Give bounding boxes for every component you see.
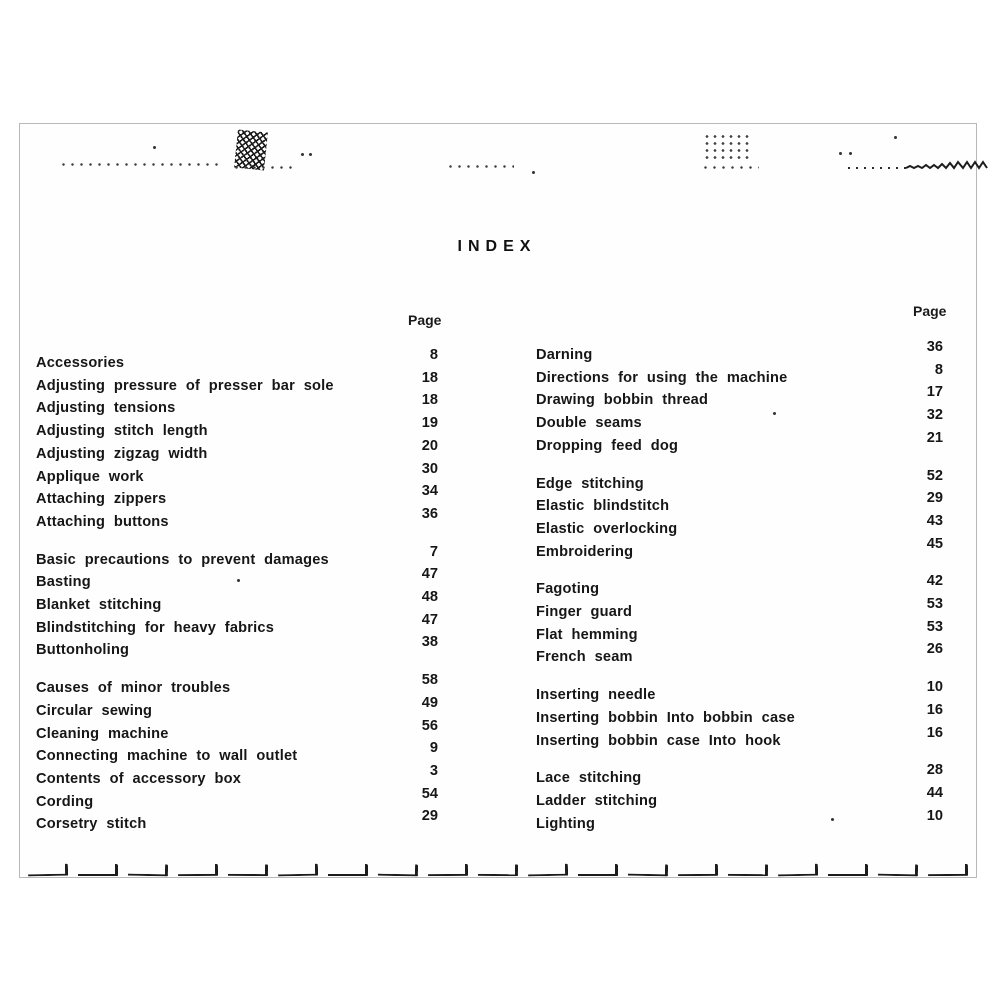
index-entry bbox=[36, 634, 438, 662]
index-entry bbox=[36, 762, 438, 791]
entry-label: Darning bbox=[536, 347, 593, 363]
binding-mark bbox=[378, 864, 418, 877]
scan-noise-speck bbox=[532, 171, 535, 174]
entry-label: Attaching buttons bbox=[36, 513, 169, 530]
page-column-header-left: Page bbox=[408, 312, 442, 328]
entry-page-number: 9 bbox=[429, 740, 438, 757]
entry-label: Finger guard bbox=[536, 604, 633, 621]
index-group bbox=[36, 543, 438, 663]
page-title: INDEX bbox=[457, 238, 537, 255]
entry-page-number: 18 bbox=[421, 369, 438, 386]
entry-page-number: 43 bbox=[926, 512, 943, 529]
index-entry bbox=[36, 808, 438, 836]
index-entry bbox=[36, 740, 438, 768]
entry-label: Inserting needle bbox=[536, 687, 656, 704]
index-entry bbox=[536, 407, 943, 435]
binding-marks-row bbox=[28, 862, 968, 876]
scanned-page bbox=[19, 123, 977, 878]
entry-label: Buttonholing bbox=[36, 642, 130, 659]
binding-mark bbox=[228, 864, 268, 876]
entry-label: Lace stitching bbox=[536, 770, 642, 787]
binding-mark bbox=[828, 864, 868, 876]
scan-noise-speck bbox=[153, 146, 156, 149]
index-group bbox=[536, 339, 943, 458]
index-column-right bbox=[536, 339, 943, 850]
index-group bbox=[536, 467, 943, 564]
index-entry bbox=[536, 807, 943, 836]
entry-label: Attaching zippers bbox=[36, 491, 167, 508]
entry-page-number: 21 bbox=[926, 429, 943, 446]
index-entry bbox=[36, 505, 438, 534]
index-entry bbox=[36, 460, 438, 489]
binding-mark bbox=[578, 864, 618, 876]
index-entry bbox=[36, 437, 438, 466]
entry-page-number: 49 bbox=[421, 694, 438, 711]
index-group bbox=[536, 573, 943, 669]
entry-label: Basting bbox=[36, 574, 91, 591]
entry-label: Circular sewing bbox=[36, 702, 153, 719]
index-entry bbox=[36, 566, 438, 594]
index-entry bbox=[536, 361, 943, 390]
entry-page-number: 10 bbox=[926, 807, 943, 824]
index-entry bbox=[536, 784, 943, 813]
scan-noise-dotted-line-left bbox=[59, 163, 221, 166]
entry-page-number: 42 bbox=[926, 573, 943, 590]
entry-page-number: 47 bbox=[421, 611, 438, 628]
entry-label: Adjusting stitch length bbox=[36, 423, 208, 440]
entry-page-number: 3 bbox=[429, 762, 438, 779]
binding-mark bbox=[428, 864, 468, 876]
binding-mark bbox=[678, 864, 718, 876]
scan-noise-speck bbox=[773, 412, 776, 415]
index-entry bbox=[536, 429, 943, 458]
index-entry bbox=[36, 694, 438, 723]
index-entry bbox=[536, 762, 943, 790]
entry-page-number: 29 bbox=[421, 808, 438, 825]
index-entry bbox=[36, 392, 438, 420]
binding-mark bbox=[878, 864, 918, 877]
entry-label: Double seams bbox=[536, 415, 642, 432]
scan-noise-speck bbox=[309, 153, 312, 156]
entry-label: Dropping feed dog bbox=[536, 437, 679, 454]
index-entry bbox=[536, 339, 943, 367]
entry-page-number: 36 bbox=[421, 505, 438, 522]
index-entry bbox=[36, 483, 438, 511]
entry-page-number: 56 bbox=[421, 717, 438, 734]
entry-page-number: 7 bbox=[429, 543, 438, 560]
entry-label: Adjusting pressure of presser bar sole bbox=[36, 377, 334, 394]
entry-label: Ladder stitching bbox=[536, 792, 658, 809]
entry-label: Inserting bobbin Into bobbin case bbox=[536, 709, 795, 726]
binding-mark bbox=[628, 864, 668, 877]
index-entry bbox=[536, 641, 943, 669]
entry-label: French seam bbox=[536, 649, 633, 666]
entry-label: Cleaning machine bbox=[36, 725, 169, 742]
scan-noise-dotted-line bbox=[701, 166, 759, 169]
binding-mark bbox=[78, 864, 118, 876]
entry-label: Blanket stitching bbox=[36, 597, 162, 614]
entry-page-number: 47 bbox=[421, 566, 438, 583]
entry-page-number: 54 bbox=[421, 785, 438, 802]
binding-mark bbox=[328, 864, 368, 876]
index-entry bbox=[536, 724, 943, 753]
index-entry bbox=[36, 785, 438, 814]
entry-page-number: 44 bbox=[926, 784, 943, 801]
entry-label: Drawing bobbin thread bbox=[536, 392, 709, 409]
entry-page-number: 17 bbox=[926, 384, 943, 401]
binding-mark bbox=[728, 864, 768, 876]
index-entry bbox=[36, 347, 438, 375]
index-entry bbox=[536, 618, 943, 647]
index-entry bbox=[536, 701, 943, 730]
entry-label: Corsetry stitch bbox=[36, 816, 147, 833]
index-group bbox=[36, 672, 438, 836]
page-column-header-right: Page bbox=[913, 303, 947, 319]
index-entry bbox=[536, 679, 943, 707]
binding-mark bbox=[28, 864, 68, 877]
entry-label: Applique work bbox=[36, 468, 144, 485]
index-column-left bbox=[36, 347, 438, 851]
entry-label: Blindstitching for heavy fabrics bbox=[36, 619, 275, 636]
entry-label: Flat hemming bbox=[536, 626, 638, 643]
entry-page-number: 52 bbox=[926, 467, 943, 484]
index-entry bbox=[36, 543, 438, 572]
scan-noise-speck bbox=[831, 818, 834, 821]
index-entry bbox=[36, 369, 438, 398]
entry-label: Fagoting bbox=[536, 581, 600, 598]
index-entry bbox=[36, 611, 438, 640]
entry-page-number: 53 bbox=[926, 596, 943, 613]
binding-mark bbox=[928, 864, 968, 876]
index-group bbox=[536, 679, 943, 752]
entry-page-number: 38 bbox=[421, 634, 438, 651]
scan-noise-dot-cluster bbox=[703, 133, 751, 163]
index-entry bbox=[36, 589, 438, 617]
scan-noise-speck bbox=[894, 136, 897, 139]
entry-page-number: 30 bbox=[421, 460, 438, 477]
binding-mark bbox=[778, 864, 818, 877]
entry-label: Cording bbox=[36, 793, 94, 810]
scan-noise-speck bbox=[839, 152, 842, 155]
entry-label: Causes of minor troubles bbox=[36, 680, 231, 697]
index-entry bbox=[536, 467, 943, 496]
index-entry bbox=[36, 717, 438, 746]
binding-mark bbox=[278, 864, 318, 877]
index-group bbox=[36, 347, 438, 534]
entry-page-number: 48 bbox=[421, 589, 438, 606]
entry-label: Contents of accessory box bbox=[36, 770, 242, 787]
scan-noise-squiggle bbox=[846, 156, 996, 174]
index-entry bbox=[536, 535, 943, 564]
index-entry bbox=[536, 490, 943, 518]
index-group bbox=[536, 762, 943, 835]
binding-mark bbox=[178, 864, 218, 876]
entry-label: Edge stitching bbox=[536, 475, 644, 492]
scan-noise-speck bbox=[237, 579, 240, 582]
index-entry bbox=[36, 672, 438, 700]
scan-noise-speck bbox=[301, 153, 304, 156]
entry-page-number: 28 bbox=[926, 762, 943, 779]
entry-page-number: 18 bbox=[421, 392, 438, 409]
index-entry bbox=[536, 512, 943, 541]
entry-page-number: 19 bbox=[421, 415, 438, 432]
entry-label: Connecting machine to wall outlet bbox=[36, 748, 298, 765]
entry-page-number: 29 bbox=[926, 490, 943, 507]
entry-label: Basic precautions to prevent damages bbox=[36, 551, 329, 568]
index-entry bbox=[36, 415, 438, 443]
entry-page-number: 8 bbox=[429, 347, 438, 363]
index-entry bbox=[536, 573, 943, 601]
entry-label: Elastic blindstitch bbox=[536, 498, 670, 515]
index-entry bbox=[536, 384, 943, 412]
scan-noise-dotted-line bbox=[232, 166, 294, 169]
entry-label: Adjusting zigzag width bbox=[36, 445, 208, 462]
entry-page-number: 45 bbox=[926, 535, 943, 552]
scan-noise-ink-smudge bbox=[234, 130, 268, 171]
index-entry bbox=[536, 596, 943, 624]
entry-label: Directions for using the machine bbox=[536, 369, 788, 386]
entry-page-number: 16 bbox=[926, 701, 943, 718]
entry-page-number: 32 bbox=[926, 407, 943, 424]
entry-page-number: 26 bbox=[926, 641, 943, 658]
entry-label: Embroidering bbox=[536, 543, 634, 560]
entry-page-number: 58 bbox=[421, 672, 438, 689]
entry-page-number: 16 bbox=[926, 724, 943, 741]
scan-noise-dotted-line-center bbox=[446, 165, 514, 168]
entry-label: Accessories bbox=[36, 355, 125, 371]
binding-mark bbox=[478, 864, 518, 876]
scan-noise-speck bbox=[849, 152, 852, 155]
entry-label: Inserting bobbin case Into hook bbox=[536, 732, 781, 749]
entry-page-number: 10 bbox=[926, 679, 943, 696]
entry-page-number: 53 bbox=[926, 618, 943, 635]
entry-label: Elastic overlocking bbox=[536, 520, 678, 537]
binding-mark bbox=[528, 864, 568, 877]
entry-page-number: 20 bbox=[421, 437, 438, 454]
entry-page-number: 34 bbox=[421, 483, 438, 500]
binding-mark bbox=[128, 864, 168, 877]
entry-page-number: 36 bbox=[926, 339, 943, 355]
entry-label: Adjusting tensions bbox=[36, 400, 176, 417]
entry-page-number: 8 bbox=[934, 361, 943, 378]
entry-label: Lighting bbox=[536, 815, 596, 832]
